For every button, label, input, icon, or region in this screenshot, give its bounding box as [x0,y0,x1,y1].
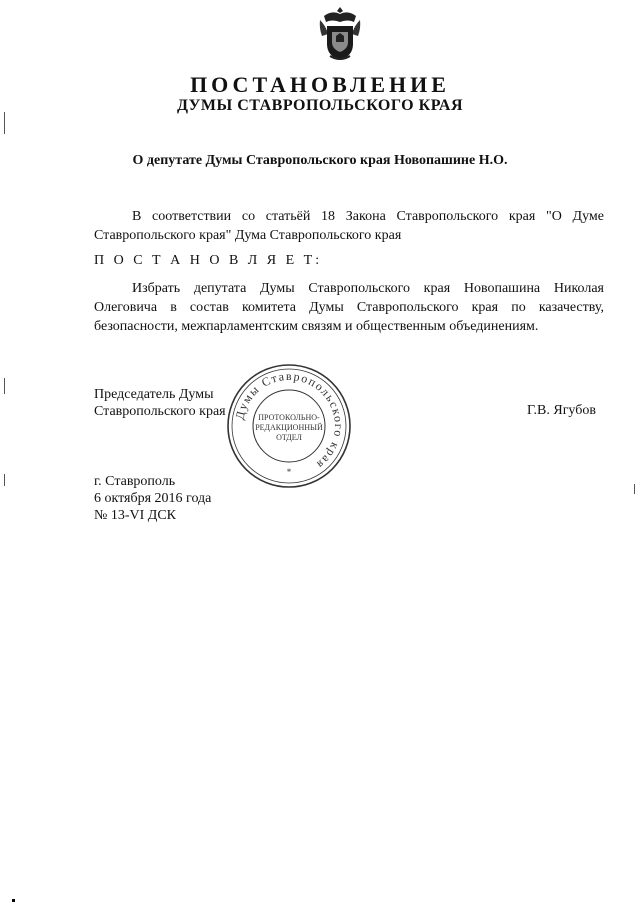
signatory-position-line1: Председатель Думы [94,387,214,402]
document-footer [94,473,211,524]
footer-number: № 13-VI ДСК [94,508,177,523]
document-subtitle: ДУМЫ СТАВРОПОЛЬСКОГО КРАЯ [176,97,464,114]
scan-artifact [4,474,5,486]
stamp-star-icon: * [286,467,292,477]
scan-artifact [4,112,5,134]
signatory-position-line2: Ставропольского края [94,404,226,419]
signatory-position [94,386,226,420]
document-title: ПОСТАНОВЛЕНИЕ [190,72,450,97]
stamp-center-line2: РЕДАКЦИОННЫЙ [255,423,323,432]
stamp-seal-icon [225,362,353,490]
decree-word: П О С Т А Н О В Л Я Е Т: [94,253,323,268]
footer-date: 6 октября 2016 года [94,491,212,506]
coat-of-arms-emblem [318,6,362,62]
stamp-ring-text: Думы Ставропольского края [232,368,347,473]
coat-of-arms-icon [318,6,362,62]
scan-artifact [12,899,15,902]
signatory-name: Г.В. Ягубов [527,403,596,418]
scan-artifact [634,484,635,494]
preamble-paragraph [94,207,604,245]
stamp-center-line1: ПРОТОКОЛЬНО- [258,413,320,422]
stamp-center-line3: ОТДЕЛ [276,433,302,442]
preamble-text: В соответствии со статьёй 18 Закона Ставропольского края "О Думе Ставропольского края" Дума Ставропольского края [94,209,604,243]
scan-artifact [4,378,5,394]
footer-city: г. Ставрополь [94,474,176,489]
decision-text: Избрать депутата Думы Ставропольского края Новопашина Николая Олеговича в состав комитета Думы Ставропольского края по казачеству, безопасности, межпарламентским связям и общественным объединениям. [94,281,604,334]
document-subject: О депутате Думы Ставропольского края Новопашине Н.О. [132,153,508,168]
decision-paragraph [94,279,604,336]
official-stamp [225,362,353,490]
